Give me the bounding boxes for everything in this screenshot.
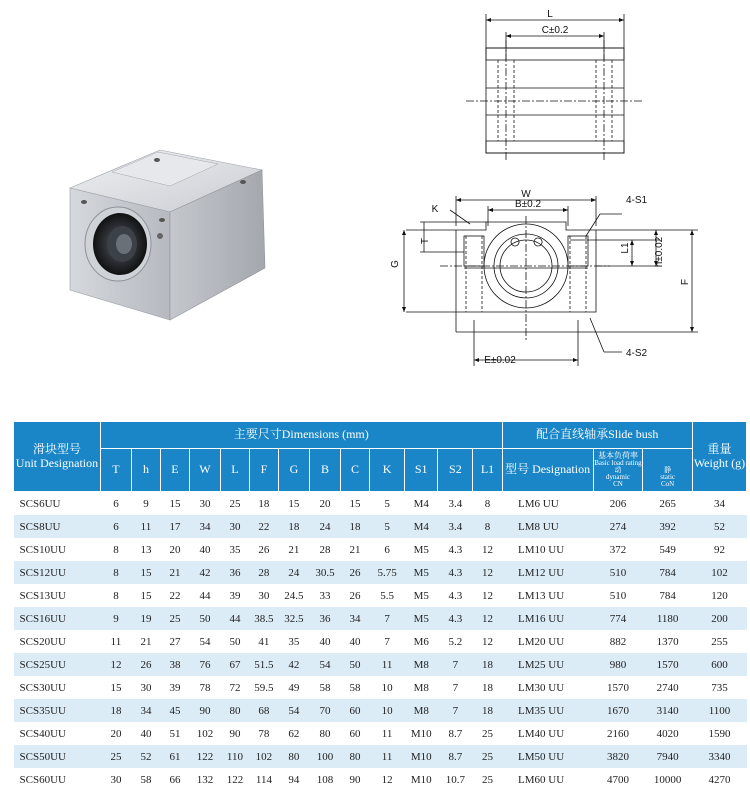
table-cell: 34 xyxy=(189,515,220,538)
table-cell: 70 xyxy=(309,699,340,722)
table-cell: 206 xyxy=(593,492,643,516)
table-cell: 51 xyxy=(160,722,189,745)
table-cell: 21 xyxy=(131,630,160,653)
table-cell: LM25 UU xyxy=(502,653,593,676)
table-cell: 58 xyxy=(309,676,340,699)
table-cell: SCS13UU xyxy=(14,584,101,607)
table-cell: 372 xyxy=(593,538,643,561)
table-cell: 12 xyxy=(473,584,502,607)
table-cell: LM20 UU xyxy=(502,630,593,653)
table-cell: 122 xyxy=(189,745,220,768)
table-cell: 2740 xyxy=(643,676,693,699)
table-cell: 784 xyxy=(643,584,693,607)
table-cell: 36 xyxy=(309,607,340,630)
table-cell: 1590 xyxy=(692,722,746,745)
table-cell: SCS40UU xyxy=(14,722,101,745)
table-cell: 32.5 xyxy=(278,607,309,630)
table-cell: 61 xyxy=(160,745,189,768)
table-cell: M6 xyxy=(405,630,438,653)
header-dim-S2: S2 xyxy=(438,449,473,492)
table-cell: LM40 UU xyxy=(502,722,593,745)
table-cell: 3.4 xyxy=(438,515,473,538)
table-cell: M10 xyxy=(405,722,438,745)
table-row xyxy=(14,515,747,538)
table-cell: 27 xyxy=(160,630,189,653)
table-cell: LM8 UU xyxy=(502,515,593,538)
table-cell: 59.5 xyxy=(249,676,278,699)
table-cell: LM30 UU xyxy=(502,676,593,699)
table-cell: LM60 UU xyxy=(502,768,593,791)
dim-W-label: W xyxy=(521,189,531,200)
table-row xyxy=(14,676,747,699)
table-cell: 9 xyxy=(131,492,160,516)
table-cell: LM6 UU xyxy=(502,492,593,516)
table-cell: 30 xyxy=(100,768,131,791)
table-cell: 41 xyxy=(249,630,278,653)
table-cell: 22 xyxy=(249,515,278,538)
header-static-rating: 静 static CoN xyxy=(643,449,693,492)
table-cell: 24.5 xyxy=(278,584,309,607)
table-cell: 22 xyxy=(160,584,189,607)
dim-C-label: C±0.2 xyxy=(541,25,569,36)
dim-T-label: T xyxy=(420,237,431,245)
table-cell: 40 xyxy=(189,538,220,561)
table-cell: 78 xyxy=(249,722,278,745)
table-cell: 3.4 xyxy=(438,492,473,516)
table-cell: 60 xyxy=(341,699,370,722)
table-cell: 21 xyxy=(278,538,309,561)
table-cell: 3140 xyxy=(643,699,693,722)
table-cell: 90 xyxy=(220,722,249,745)
table-cell: 90 xyxy=(189,699,220,722)
table-cell: 3340 xyxy=(692,745,746,768)
header-main-dimensions: 主要尺寸Dimensions (mm) xyxy=(100,422,502,449)
table-cell: 30 xyxy=(220,515,249,538)
table-cell: 26 xyxy=(341,561,370,584)
table-cell: 18 xyxy=(249,492,278,516)
header-dim-G: G xyxy=(278,449,309,492)
table-cell: SCS8UU xyxy=(14,515,101,538)
table-cell: 510 xyxy=(593,561,643,584)
dim-K-label: K xyxy=(431,204,439,215)
table-cell: 10 xyxy=(369,676,404,699)
table-cell: 108 xyxy=(309,768,340,791)
table-cell: 15 xyxy=(278,492,309,516)
table-cell: 25 xyxy=(473,768,502,791)
dim-F-label: F xyxy=(680,278,691,286)
table-cell: 18 xyxy=(473,653,502,676)
table-cell: 12 xyxy=(473,630,502,653)
table-cell: 12 xyxy=(473,538,502,561)
header-dim-K: K xyxy=(369,449,404,492)
table-cell: 90 xyxy=(341,768,370,791)
product-render xyxy=(50,140,290,340)
header-dim-C: C xyxy=(341,449,370,492)
table-cell: 13 xyxy=(131,538,160,561)
table-cell: 21 xyxy=(341,538,370,561)
table-cell: 8.7 xyxy=(438,745,473,768)
table-cell: 45 xyxy=(160,699,189,722)
table-cell: 114 xyxy=(249,768,278,791)
table-cell: 42 xyxy=(278,653,309,676)
table-cell: 11 xyxy=(369,722,404,745)
table-cell: 4.3 xyxy=(438,561,473,584)
table-cell: 120 xyxy=(692,584,746,607)
header-dim-T: T xyxy=(100,449,131,492)
table-cell: 50 xyxy=(189,607,220,630)
table-cell: 67 xyxy=(220,653,249,676)
table-row xyxy=(14,768,747,791)
table-cell: 58 xyxy=(341,676,370,699)
table-cell: 50 xyxy=(341,653,370,676)
table-cell: 58 xyxy=(131,768,160,791)
dim-G-label: G xyxy=(390,260,401,268)
table-cell: 7940 xyxy=(643,745,693,768)
table-cell: 10 xyxy=(369,699,404,722)
table-cell: 54 xyxy=(278,699,309,722)
table-cell: LM13 UU xyxy=(502,584,593,607)
header-weight: 重量 Weight (g) xyxy=(692,422,746,492)
table-cell: 11 xyxy=(369,653,404,676)
table-cell: 40 xyxy=(309,630,340,653)
header-dim-W: W xyxy=(189,449,220,492)
table-cell: M4 xyxy=(405,492,438,516)
table-row xyxy=(14,745,747,768)
table-row xyxy=(14,607,747,630)
table-cell: 10.7 xyxy=(438,768,473,791)
table-cell: 15 xyxy=(131,561,160,584)
table-cell: 15 xyxy=(160,492,189,516)
header-dim-h: h xyxy=(131,449,160,492)
table-cell: 1570 xyxy=(643,653,693,676)
table-cell: 40 xyxy=(131,722,160,745)
header-dim-E: E xyxy=(160,449,189,492)
table-cell: 80 xyxy=(278,745,309,768)
table-cell: 30.5 xyxy=(309,561,340,584)
table-cell: 12 xyxy=(369,768,404,791)
table-cell: 80 xyxy=(341,745,370,768)
table-cell: 12 xyxy=(473,561,502,584)
dim-E-label: E±0.02 xyxy=(484,355,516,366)
table-cell: M5 xyxy=(405,538,438,561)
table-cell: 34 xyxy=(341,607,370,630)
table-cell: 4.3 xyxy=(438,538,473,561)
table-cell: 26 xyxy=(341,584,370,607)
header-bush-designation: 型号 Designation xyxy=(502,449,593,492)
dim-h-label: h±0.02 xyxy=(654,236,665,268)
table-cell: 30 xyxy=(189,492,220,516)
table-cell: 24 xyxy=(278,561,309,584)
table-cell: 4.3 xyxy=(438,584,473,607)
table-cell: 25 xyxy=(473,722,502,745)
table-cell: 8 xyxy=(100,538,131,561)
table-cell: 76 xyxy=(189,653,220,676)
table-cell: 39 xyxy=(220,584,249,607)
table-cell: 3820 xyxy=(593,745,643,768)
table-row xyxy=(14,584,747,607)
table-cell: M10 xyxy=(405,768,438,791)
header-dim-F: F xyxy=(249,449,278,492)
table-cell: SCS50UU xyxy=(14,745,101,768)
table-row xyxy=(14,699,747,722)
table-cell: 10000 xyxy=(643,768,693,791)
header-load-rating-cn: 基本负荷率 xyxy=(597,450,638,460)
table-cell: 5 xyxy=(369,515,404,538)
dim-B-label: B±0.2 xyxy=(514,199,542,210)
table-cell: 66 xyxy=(160,768,189,791)
table-cell: 5 xyxy=(369,492,404,516)
table-cell: 44 xyxy=(189,584,220,607)
table-cell: 42 xyxy=(189,561,220,584)
table-cell: 94 xyxy=(278,768,309,791)
table-cell: SCS30UU xyxy=(14,676,101,699)
table-cell: 52 xyxy=(692,515,746,538)
table-cell: 36 xyxy=(220,561,249,584)
table-cell: 265 xyxy=(643,492,693,516)
table-cell: 52 xyxy=(131,745,160,768)
table-cell: 6 xyxy=(369,538,404,561)
table-row xyxy=(14,561,747,584)
table-cell: LM35 UU xyxy=(502,699,593,722)
table-cell: 600 xyxy=(692,653,746,676)
table-cell: M8 xyxy=(405,653,438,676)
table-cell: 78 xyxy=(189,676,220,699)
table-cell: 15 xyxy=(131,584,160,607)
table-cell: 28 xyxy=(309,538,340,561)
technical-drawing xyxy=(360,0,750,380)
table-cell: 100 xyxy=(309,745,340,768)
table-cell: 274 xyxy=(593,515,643,538)
table-cell: 11 xyxy=(131,515,160,538)
header-dynamic-rating: 基本负荷率 Basic load rating 动 dynamic CN xyxy=(593,449,643,492)
header-slide-bush: 配合直线轴承Slide bush xyxy=(502,422,692,449)
table-cell: SCS10UU xyxy=(14,538,101,561)
table-cell: 20 xyxy=(160,538,189,561)
table-cell: 7 xyxy=(438,653,473,676)
table-cell: 7 xyxy=(438,699,473,722)
table-cell: 12 xyxy=(473,607,502,630)
dim-S2-label: 4-S2 xyxy=(626,348,648,359)
table-cell: 774 xyxy=(593,607,643,630)
table-cell: SCS6UU xyxy=(14,492,101,516)
table-row xyxy=(14,630,747,653)
table-cell: 25 xyxy=(473,745,502,768)
table-cell: M8 xyxy=(405,676,438,699)
dim-L1-label: L1 xyxy=(620,242,631,254)
table-cell: 60 xyxy=(341,722,370,745)
table-cell: 68 xyxy=(249,699,278,722)
header-dim-L: L xyxy=(220,449,249,492)
table-cell: 2160 xyxy=(593,722,643,745)
table-cell: 30 xyxy=(249,584,278,607)
table-cell: 25 xyxy=(160,607,189,630)
table-cell: 72 xyxy=(220,676,249,699)
table-cell: 19 xyxy=(131,607,160,630)
spec-table xyxy=(13,421,747,791)
table-cell: 11 xyxy=(369,745,404,768)
spec-table-body xyxy=(14,492,747,792)
table-cell: 510 xyxy=(593,584,643,607)
table-cell: M10 xyxy=(405,745,438,768)
table-cell: 4700 xyxy=(593,768,643,791)
table-cell: SCS35UU xyxy=(14,699,101,722)
table-cell: 18 xyxy=(341,515,370,538)
table-cell: 15 xyxy=(100,676,131,699)
table-cell: 735 xyxy=(692,676,746,699)
table-cell: 7 xyxy=(369,607,404,630)
table-row xyxy=(14,492,747,516)
table-cell: 49 xyxy=(278,676,309,699)
table-cell: 8 xyxy=(100,584,131,607)
table-cell: 9 xyxy=(100,607,131,630)
table-cell: 4020 xyxy=(643,722,693,745)
table-cell: 5.2 xyxy=(438,630,473,653)
table-cell: 882 xyxy=(593,630,643,653)
table-cell: 5.75 xyxy=(369,561,404,584)
table-cell: 25 xyxy=(220,492,249,516)
table-cell: 30 xyxy=(131,676,160,699)
table-cell: 980 xyxy=(593,653,643,676)
table-cell: 8 xyxy=(473,515,502,538)
header-dim-S1: S1 xyxy=(405,449,438,492)
table-cell: 92 xyxy=(692,538,746,561)
table-cell: 200 xyxy=(692,607,746,630)
table-cell: 8 xyxy=(473,492,502,516)
table-row xyxy=(14,722,747,745)
table-cell: 122 xyxy=(220,768,249,791)
table-cell: 8.7 xyxy=(438,722,473,745)
table-cell: 21 xyxy=(160,561,189,584)
header-dim-L1: L1 xyxy=(473,449,502,492)
table-cell: 18 xyxy=(100,699,131,722)
header-dim-B: B xyxy=(309,449,340,492)
table-cell: 1370 xyxy=(643,630,693,653)
table-cell: 50 xyxy=(220,630,249,653)
dim-S1-label: 4-S1 xyxy=(626,195,648,206)
table-cell: 549 xyxy=(643,538,693,561)
table-cell: 1100 xyxy=(692,699,746,722)
table-cell: 20 xyxy=(100,722,131,745)
table-cell: 4.3 xyxy=(438,607,473,630)
table-cell: 38 xyxy=(160,653,189,676)
table-cell: 62 xyxy=(278,722,309,745)
table-cell: LM16 UU xyxy=(502,607,593,630)
table-cell: 7 xyxy=(438,676,473,699)
table-cell: 44 xyxy=(220,607,249,630)
table-cell: 8 xyxy=(100,561,131,584)
table-cell: SCS16UU xyxy=(14,607,101,630)
header-unit-designation: 滑块型号 Unit Designation xyxy=(14,422,101,492)
table-cell: 7 xyxy=(369,630,404,653)
table-cell: 24 xyxy=(309,515,340,538)
table-cell: 102 xyxy=(692,561,746,584)
table-cell: LM12 UU xyxy=(502,561,593,584)
table-cell: 6 xyxy=(100,515,131,538)
table-cell: 40 xyxy=(341,630,370,653)
table-cell: 17 xyxy=(160,515,189,538)
table-cell: 25 xyxy=(100,745,131,768)
table-cell: 18 xyxy=(473,676,502,699)
table-cell: 1570 xyxy=(593,676,643,699)
table-cell: 15 xyxy=(341,492,370,516)
table-cell: 4270 xyxy=(692,768,746,791)
table-cell: SCS60UU xyxy=(14,768,101,791)
table-cell: 80 xyxy=(309,722,340,745)
table-cell: 18 xyxy=(473,699,502,722)
table-cell: 80 xyxy=(220,699,249,722)
table-cell: LM50 UU xyxy=(502,745,593,768)
table-cell: 784 xyxy=(643,561,693,584)
table-cell: 12 xyxy=(100,653,131,676)
table-cell: 392 xyxy=(643,515,693,538)
table-cell: 1670 xyxy=(593,699,643,722)
table-cell: 5.5 xyxy=(369,584,404,607)
table-cell: 102 xyxy=(249,745,278,768)
table-cell: M5 xyxy=(405,607,438,630)
table-cell: M4 xyxy=(405,515,438,538)
table-cell: SCS12UU xyxy=(14,561,101,584)
table-cell: 1180 xyxy=(643,607,693,630)
table-cell: M5 xyxy=(405,584,438,607)
table-cell: 35 xyxy=(278,630,309,653)
table-cell: 18 xyxy=(278,515,309,538)
table-cell: 132 xyxy=(189,768,220,791)
dim-L-label: L xyxy=(547,9,553,20)
table-cell: 6 xyxy=(100,492,131,516)
header-load-rating-en: Basic load rating xyxy=(594,459,642,468)
table-cell: M8 xyxy=(405,699,438,722)
table-cell: 102 xyxy=(189,722,220,745)
table-row xyxy=(14,538,747,561)
table-cell: 34 xyxy=(131,699,160,722)
table-cell: SCS20UU xyxy=(14,630,101,653)
table-cell: M5 xyxy=(405,561,438,584)
table-cell: 51.5 xyxy=(249,653,278,676)
table-cell: SCS25UU xyxy=(14,653,101,676)
table-cell: 20 xyxy=(309,492,340,516)
table-cell: 34 xyxy=(692,492,746,516)
table-cell: 255 xyxy=(692,630,746,653)
table-cell: 26 xyxy=(131,653,160,676)
table-cell: LM10 UU xyxy=(502,538,593,561)
table-cell: 38.5 xyxy=(249,607,278,630)
table-cell: 54 xyxy=(309,653,340,676)
table-cell: 33 xyxy=(309,584,340,607)
table-cell: 11 xyxy=(100,630,131,653)
table-cell: 35 xyxy=(220,538,249,561)
table-cell: 110 xyxy=(220,745,249,768)
table-cell: 26 xyxy=(249,538,278,561)
table-cell: 39 xyxy=(160,676,189,699)
table-row xyxy=(14,653,747,676)
table-cell: 28 xyxy=(249,561,278,584)
table-cell: 54 xyxy=(189,630,220,653)
